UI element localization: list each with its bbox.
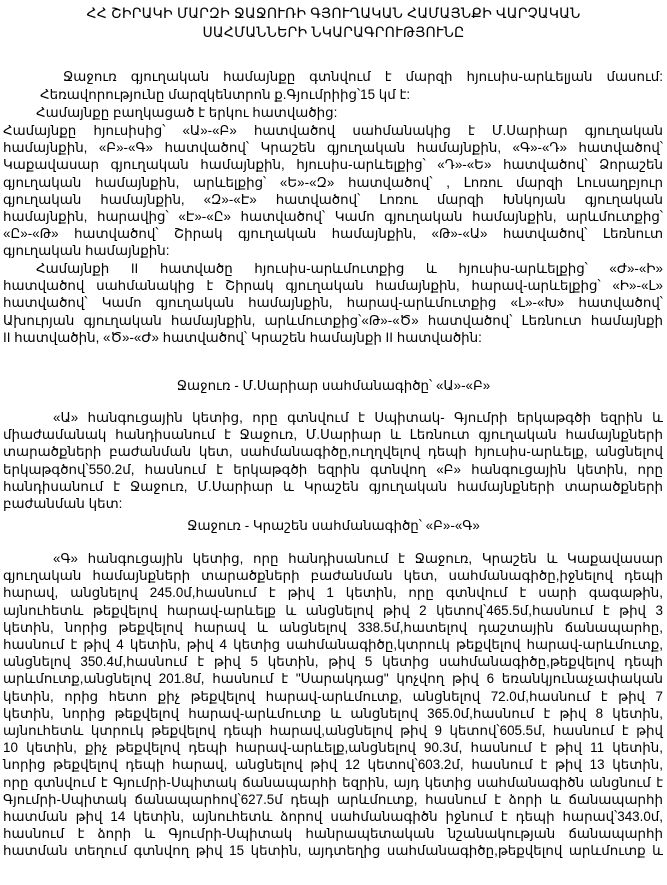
text-line: հատման տեղում գտնվող թիվ 15 կետին, այդտեղից սահմանագիծը,թեքվելով արևմուտք և	[3, 843, 663, 859]
text-line: հատվածով՝ Կամո գյուղական համայնքին, հարավ-արևմուտքից «Լ»-«Խ» հատվածով՝	[3, 295, 663, 311]
text-line: այնուհետև թեքվելով հարավ-արևելք և անցնելով թիվ 2 կետով՝465.5մ,հասնում է թիվ 3	[3, 602, 663, 618]
text-line: նորից թեքվելով դեպի հարավ, անցնելով թիվ 12 կետով՝603.2մ, հասնում է թիվ 13 կետին,	[3, 757, 663, 773]
text-line: Կաքավասար գյուղական համայնքին, հյուսիս-արևելքից՝ «Դ»-«Ե» հատվածով՝ Ձորաշեն	[3, 157, 663, 173]
document-title-line-2: ՍԱՀՄԱՆՆԵՐԻ ՆԿԱՐԱԳՐՈՒԹՅՈՒՆԸ	[202, 24, 465, 40]
text-line: հատվածով սահմանակից է Շիրակ գյուղական համայնքին, հարավ-արևելքից՝ «Ի»-«Լ»	[3, 278, 663, 294]
text-line: համայնքին, հարավից՝ «Է»-«Ը» հատվածով՝ Կամո գյուղական համայնքին, արևմուտքից՝	[3, 209, 663, 225]
intro-parts	[36, 104, 636, 121]
text-line: կետին, որից հետո քիչ թեքվելով հարավ-արևմուտք, անցնելով 72.0մ,հասնում է թիվ 7	[3, 688, 663, 704]
section-heading-b-g: Ջաջուռ - Կրաշեն սահմանագիծը՝ «Բ»-«Գ»	[187, 518, 480, 533]
text-line: գյուղական համայնքների տարածքների բաժանման կետ, սահմանագիծը,իջնելով դեպի	[3, 568, 663, 584]
text-line: հատման թիվ 14 կետին, այնուհետև ձորով սահմանագիծն իջնում է դեպի հարավ՝343.0մ,	[3, 809, 663, 825]
document-title-line-1: ՀՀ ՇԻՐԱԿԻ ՄԱՐԶԻ ՋԱՋՈՒՌԻ ԳՅՈՒՂԱԿԱՆ ՀԱՄԱՅՆՔԻ ՎԱՐՉԱԿԱՆ	[86, 5, 581, 21]
section-heading-a-b: Ջաջուռ - Մ.Սարիար սահմանագիծը՝ «Ա»-«Բ»	[176, 378, 491, 393]
text-line: Ջաջուռ գյուղական համայնքը գտնվում է մարզի հյուսիս-արևելյան մասում:	[63, 69, 663, 84]
text-line: համայնքին, «Բ»-«Գ» հատվածով՝ Կրաշեն գյուղական համայնքին, «Գ»-«Դ» հատվածով՝	[3, 140, 663, 156]
borders-part-2-paragraph	[3, 260, 663, 346]
text-line: «Ա» հանգուցային կետից, որը գտնվում է Սպիտակ- Գյումրի երկաթգծի եզրին և	[53, 410, 663, 425]
text-line: Ախուրյան գյուղական համայնքին, արևմուտքից՝«Թ»-«Ծ» հատվածով՝ Լեռնուտ համայնքի	[3, 312, 663, 328]
section-b-g-paragraph	[3, 550, 663, 860]
text-line: Համայնքը հյուսիսից՝ «Ա»-«Բ» հատվածով սահմանակից է Մ.Սարիար գյուղական	[3, 123, 663, 138]
section-a-b-paragraph	[3, 409, 663, 512]
text-line: որը գտնվում է Գյումրի-Սպիտակ ճանապարհի եզրին, այդ կետից սահմանագիծն անցնում է	[3, 774, 663, 790]
intro-paragraph	[63, 68, 663, 85]
text-line: Հեռավորությունը մարզկենտրոն ք.Գյումրիից՝15 կմ է:	[40, 87, 411, 102]
text-line: բաժանման կետ:	[3, 496, 123, 512]
text-line: «Ը»-«Թ» հատվածով՝ Շիրակ գյուղական համայնքին, «Թ»-«Ա» հատվածով՝ Լեռնուտ	[3, 226, 663, 242]
text-line: հասնում է թիվ 4 կետին, թիվ 4 կետից սահմանագիծը,կտրուկ թեքվելով հարավ-արևմուտք,	[3, 637, 663, 653]
text-line: արևմուտք,անցնելով 201.8մ, հասնում է "Սարակդաց" կոչվող թիվ 6 եռանկյունաչափական	[3, 671, 663, 687]
text-line: հասնում է ձորի և Գյումրի-Սպիտակ հանրապետական նշանակության ճանապարհի	[3, 826, 663, 842]
text-line: կետին, նորից թեքվելով հարավ և անցնելով 338.5մ,հատելով դաշտային ճանապարհը,	[3, 619, 663, 635]
intro-distance	[40, 86, 640, 103]
text-line: հարավ, անցնելով 245.0մ,հասնում է թիվ 1 կետին, որը գտնվում է սարի գագաթին,	[3, 585, 663, 601]
text-line: գյուղական համայնքին, «Զ»-«Է» հատվածով՝ Լոռու մարզի Խնկոյան գյուղական	[3, 191, 663, 207]
text-line: II հատվածին, «Ծ»-«Ժ» հատվածով՝ Կրաշեն համայնքի II հատվածին:	[3, 329, 482, 345]
text-line: Համայնքի II հատվածը հյուսիս-արևմուտքից և հյուսիս-արևելքից՝ «Ժ»-«Ի»	[36, 261, 663, 276]
text-line: 10 կետին, քիչ թեքվելով դեպի հարավ-արևելք,անցնելով 90.3մ, հասնում է թիվ 11 կետին,	[3, 740, 663, 756]
text-line: Համայնքը բաղկացած է երկու հատվածից:	[36, 105, 338, 120]
text-line: երկաթգծով՝550.2մ, հասնում է երկաթգծի եզրին գտնվող «Բ» հանգուցային կետին, որը	[3, 461, 663, 477]
text-line: կետին, նորից թեքվելով հարավ-արևմուտք և անցնելով 365.0մ,հասնում է թիվ 8 կետին,	[3, 705, 663, 721]
text-line: գյուղական համայնքին:	[3, 243, 170, 259]
borders-part-1-paragraph	[3, 122, 663, 260]
text-line: Գյումրի-Սպիտակ ճանապարհով՝627.5մ դեպի արևմուտք, հասնում է ձորի և ճանապարհի	[3, 791, 663, 807]
text-line: միաժամանակ հանդիսանում է Ջաջուռ, Մ.Սարիար և Լեռնուտ գյուղական համայնքների	[3, 427, 663, 443]
text-line: անցնելով 350.4մ,հասնում է թիվ 5 կետին, թիվ 5 կետից սահմանագիծը,թեքվելով դեպի	[3, 654, 663, 670]
text-line: հանդիսանում է Ջաջուռ, Մ.Սարիար և Կրաշեն գյուղական համայնքների տարածքների	[3, 478, 663, 494]
text-line: գյուղական համայնքին, արևելքից՝ «Ե»-«Զ» հատվածով՝ , Լոռու մարզի Լուսաղբյուր	[3, 174, 663, 190]
text-line: տարածքների բաժանման կետ, սահմանագիծը,ուղղվելով դեպի հյուսիս-արևելք, անցնելով	[3, 444, 663, 460]
text-line: «Գ» հանգուցային կետից, որը հանդիսանում է Ջաջուռ, Կրաշեն և Կաքավասար	[53, 551, 663, 566]
text-line: այնուհետև կտրուկ թեքվելով դեպի հարավ,անցնելով թիվ 9 կետով՝605.5մ, հասնում է թիվ	[3, 723, 663, 739]
